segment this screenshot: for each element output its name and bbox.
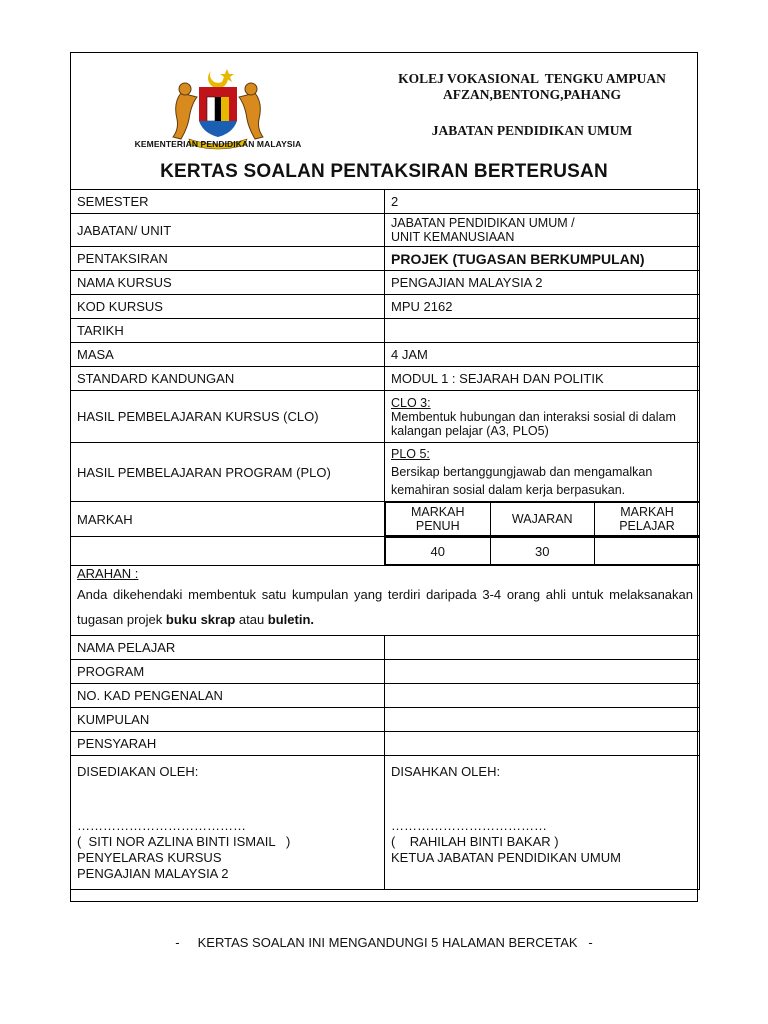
prepared-name: ( SITI NOR AZLINA BINTI ISMAIL ) xyxy=(77,834,291,849)
college-line-1: KOLEJ VOKASIONAL TENGKU AMPUAN xyxy=(398,71,666,86)
page-footer: - KERTAS SOALAN INI MENGANDUNGI 5 HALAMAN BERCETAK - xyxy=(175,935,593,950)
nama-kursus-value: PENGAJIAN MALAYSIA 2 xyxy=(385,271,700,295)
plo-code: PLO 5: xyxy=(391,447,430,461)
masa-label: MASA xyxy=(71,343,385,367)
row-signatures xyxy=(71,756,700,890)
wajaran-value: 30 xyxy=(490,538,595,565)
jabatan-value-line-2: UNIT KEMANUSIAAN xyxy=(391,230,515,244)
row-semester xyxy=(71,190,700,214)
arahan-bold-buku-skrap: buku skrap xyxy=(165,612,236,627)
markah-penuh-header xyxy=(386,503,491,536)
prepared-heading: DISEDIAKAN OLEH: xyxy=(77,764,199,779)
program-label: PROGRAM xyxy=(71,660,385,684)
kod-kursus-label: KOD KURSUS xyxy=(71,295,385,319)
plo-value xyxy=(385,443,700,502)
row-kod-kursus xyxy=(71,295,700,319)
clo-label: HASIL PEMBELAJARAN KURSUS (CLO) xyxy=(71,391,385,443)
nama-pelajar-label: NAMA PELAJAR xyxy=(71,636,385,660)
jabatan-label: JABATAN/ UNIT xyxy=(71,214,385,247)
row-pentaksiran xyxy=(71,247,700,271)
approved-name: ( RAHILAH BINTI BAKAR ) xyxy=(391,834,559,849)
row-nama-pelajar xyxy=(71,636,700,660)
kod-kursus-value: MPU 2162 xyxy=(385,295,700,319)
markah-label: MARKAH xyxy=(71,502,385,537)
row-pensyarah xyxy=(71,732,700,756)
wajaran-header: WAJARAN xyxy=(490,503,595,536)
clo-text: Membentuk hubungan dan interaksi sosial di dalam kalangan pelajar (A3, PLO5) xyxy=(391,409,676,438)
assessment-form-table xyxy=(70,189,700,890)
tarikh-value[interactable] xyxy=(385,319,700,343)
markah-pelajar-header xyxy=(595,503,700,536)
markah-penuh-header-line-2: PENUH xyxy=(415,519,460,533)
plo-text: Bersikap bertanggungjawab dan mengamalkan kemahiran sosial dalam kerja berpasukan. xyxy=(391,465,653,497)
prepared-role-1: PENYELARAS KURSUS xyxy=(77,850,222,865)
arahan-bold-buletin: buletin. xyxy=(267,612,315,627)
arahan-text-part-1: Anda dikehendaki membentuk satu kumpulan yang terdiri daripada 3-4 orang ahli untuk melaksanakan tugasan projek xyxy=(77,587,693,627)
markah-penuh-value: 40 xyxy=(386,538,491,565)
pentaksiran-label: PENTAKSIRAN xyxy=(71,247,385,271)
clo-code: CLO 3: xyxy=(391,395,431,410)
prepared-signature-line: ………………………………… xyxy=(77,818,246,833)
standard-label: STANDARD KANDUNGAN xyxy=(71,367,385,391)
markah-header-table xyxy=(385,502,699,536)
signature-prepared xyxy=(71,756,385,890)
plo-label: HASIL PEMBELAJARAN PROGRAM (PLO) xyxy=(71,443,385,502)
document-header xyxy=(71,53,697,189)
markah-pelajar-header-line-2: PELAJAR xyxy=(619,519,675,533)
markah-values-cell xyxy=(385,537,700,566)
row-tarikh xyxy=(71,319,700,343)
pensyarah-label: PENSYARAH xyxy=(71,732,385,756)
jabatan-value xyxy=(385,214,700,247)
markah-pelajar-value[interactable] xyxy=(595,538,700,565)
nama-kursus-label: NAMA KURSUS xyxy=(71,271,385,295)
program-field[interactable] xyxy=(385,660,700,684)
masa-value: 4 JAM xyxy=(385,343,700,367)
row-standard-kandungan xyxy=(71,367,700,391)
markah-header-cell xyxy=(385,502,700,537)
row-clo xyxy=(71,391,700,443)
markah-pelajar-header-line-1: MARKAH xyxy=(620,505,674,519)
arahan-text xyxy=(77,582,693,632)
signature-approved xyxy=(385,756,700,890)
row-masa xyxy=(71,343,700,367)
row-jabatan xyxy=(71,214,700,247)
standard-value: MODUL 1 : SEJARAH DAN POLITIK xyxy=(385,367,700,391)
tarikh-label: TARIKH xyxy=(71,319,385,343)
pentaksiran-value: PROJEK (TUGASAN BERKUMPULAN) xyxy=(385,247,700,271)
markah-values-table xyxy=(385,537,699,565)
arahan-cell xyxy=(71,566,700,636)
pensyarah-field[interactable] xyxy=(385,732,700,756)
row-markah-values xyxy=(71,537,700,566)
document-title: KERTAS SOALAN PENTAKSIRAN BERTERUSAN xyxy=(160,161,608,182)
row-plo xyxy=(71,443,700,502)
college-line-2: AFZAN,BENTONG,PAHANG xyxy=(442,87,621,102)
kumpulan-label: KUMPULAN xyxy=(71,708,385,732)
nama-pelajar-field[interactable] xyxy=(385,636,700,660)
arahan-heading: ARAHAN : xyxy=(77,566,139,581)
approved-heading: DISAHKAN OLEH: xyxy=(391,764,501,779)
markah-penuh-header-line-1: MARKAH xyxy=(411,505,465,519)
markah-empty-cell xyxy=(71,537,385,566)
row-markah-header xyxy=(71,502,700,537)
clo-value xyxy=(385,391,700,443)
row-program xyxy=(71,660,700,684)
semester-value: 2 xyxy=(385,190,700,214)
kad-pengenalan-label: NO. KAD PENGENALAN xyxy=(71,684,385,708)
document-frame xyxy=(70,52,698,902)
kad-pengenalan-field[interactable] xyxy=(385,684,700,708)
ministry-name: KEMENTERIAN PENDIDIKAN MALAYSIA xyxy=(134,139,302,149)
jabatan-value-line-1: JABATAN PENDIDIKAN UMUM / xyxy=(391,216,575,230)
row-nama-kursus xyxy=(71,271,700,295)
kumpulan-field[interactable] xyxy=(385,708,700,732)
row-kad-pengenalan xyxy=(71,684,700,708)
approved-signature-line: ……………………………… xyxy=(391,818,547,833)
college-name xyxy=(367,71,697,103)
department-name: JABATAN PENDIDIKAN UMUM xyxy=(431,123,633,138)
semester-label: SEMESTER xyxy=(71,190,385,214)
row-kumpulan xyxy=(71,708,700,732)
prepared-role-2: PENGAJIAN MALAYSIA 2 xyxy=(77,866,229,881)
approved-role: KETUA JABATAN PENDIDIKAN UMUM xyxy=(391,850,621,865)
arahan-text-part-2: atau xyxy=(235,612,268,627)
row-arahan xyxy=(71,566,700,636)
